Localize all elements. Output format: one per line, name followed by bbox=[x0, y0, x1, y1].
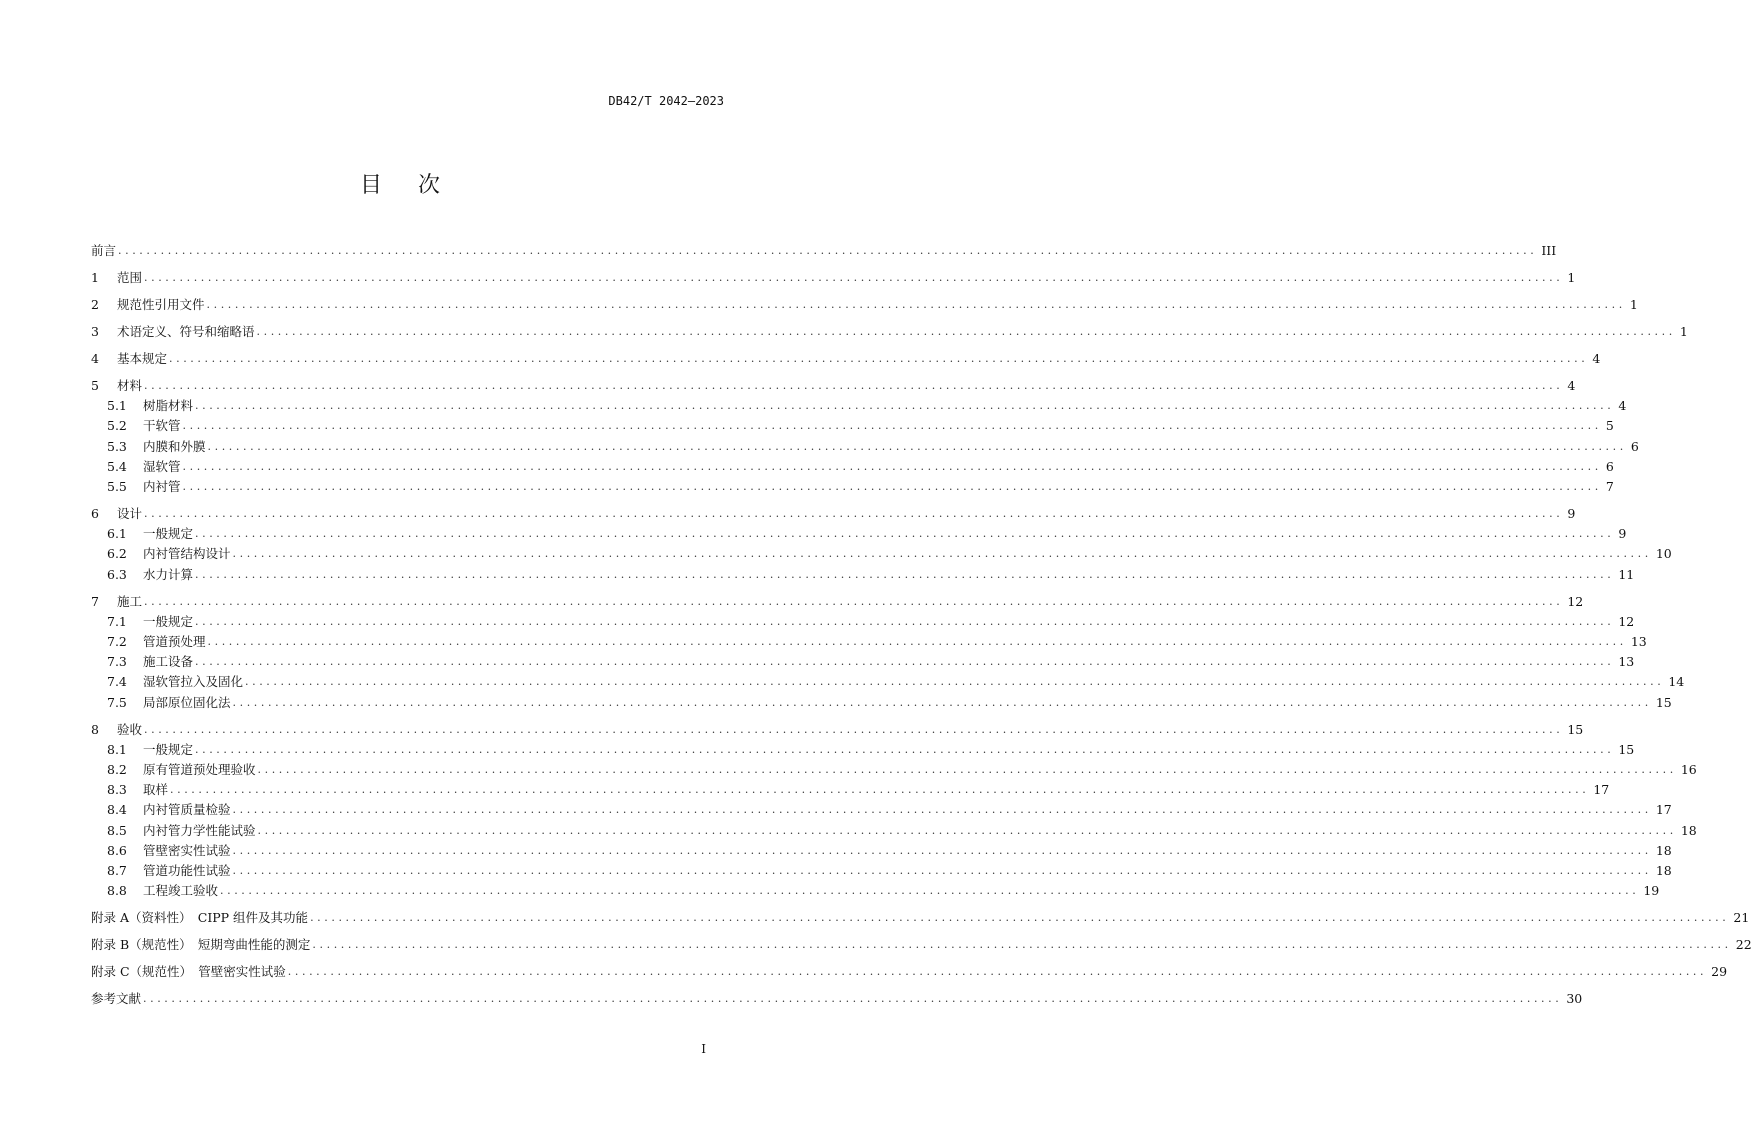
dot-leader: ........................................................................................................................................................................................................ bbox=[232, 843, 1652, 857]
toc-entry[interactable] bbox=[107, 653, 1635, 671]
toc-entry-page: 6 bbox=[1605, 458, 1614, 474]
toc-entry[interactable] bbox=[107, 882, 1660, 900]
toc-entry-number: 5.2 bbox=[107, 418, 127, 434]
toc-entry-page: 16 bbox=[1680, 762, 1697, 777]
dot-leader: ........................................................................................................................................................................................................ bbox=[310, 911, 1730, 925]
toc-entry-page: 29 bbox=[1711, 964, 1728, 980]
toc-entry-page: 21 bbox=[1733, 910, 1750, 926]
toc-entry-page: 1 bbox=[1629, 297, 1638, 312]
dot-leader: ........................................................................................................................................................................................................ bbox=[257, 823, 1677, 837]
dot-leader: ........................................................................................................................................................................................................ bbox=[207, 439, 1627, 453]
toc-entry-number: 3 bbox=[91, 324, 99, 339]
toc-entry-label: 工程竣工验收 bbox=[143, 883, 219, 899]
toc-entry-number: 6.1 bbox=[107, 526, 127, 542]
toc-entry-label: 施工设备 bbox=[143, 654, 194, 670]
toc-entry-page: 14 bbox=[1668, 674, 1685, 690]
toc-entry-label: 湿软管 bbox=[143, 458, 181, 474]
toc-entry-page: 13 bbox=[1618, 654, 1635, 670]
toc-entry-label: 局部原位固化法 bbox=[143, 694, 231, 710]
toc-entry[interactable] bbox=[91, 323, 1688, 341]
toc-entry-page: 15 bbox=[1655, 694, 1672, 710]
dot-leader: ........................................................................................................................................................................................................ bbox=[232, 864, 1652, 877]
toc-entry[interactable] bbox=[91, 909, 1750, 927]
toc-entry-label: 一般规定 bbox=[143, 526, 194, 542]
standard-code: DB42/T 2042—2023 bbox=[608, 94, 724, 108]
dot-leader: ........................................................................................................................................................................................................ bbox=[257, 763, 1677, 776]
page-number: I bbox=[701, 1042, 706, 1056]
dot-leader: ........................................................................................................................................................................................................ bbox=[144, 507, 1564, 520]
toc-entry[interactable] bbox=[91, 936, 1752, 954]
toc-entry-page: 4 bbox=[1592, 351, 1601, 366]
toc-entry-page: 9 bbox=[1618, 526, 1627, 542]
dot-leader: ........................................................................................................................................................................................................ bbox=[144, 594, 1564, 608]
toc-entry-number: 5.5 bbox=[107, 479, 127, 494]
toc-entry[interactable] bbox=[107, 673, 1685, 691]
toc-entry-page: 11 bbox=[1618, 566, 1635, 582]
toc-entry-label: 术语定义、符号和缩略语 bbox=[117, 324, 255, 339]
toc-entry-number: 8.1 bbox=[107, 741, 127, 757]
dot-leader: ........................................................................................................................................................................................................ bbox=[195, 567, 1615, 581]
toc-entry-page: III bbox=[1541, 243, 1557, 258]
toc-entry-label: 附录 A（资料性） CIPP 组件及其功能 bbox=[91, 910, 309, 926]
toc-entry-label: 基本规定 bbox=[117, 351, 168, 366]
toc-entry-number: 8.5 bbox=[107, 822, 127, 838]
toc-entry-number: 7.1 bbox=[107, 613, 127, 629]
toc-entry[interactable] bbox=[107, 438, 1639, 456]
toc-entry-number: 7.5 bbox=[107, 694, 127, 710]
dot-leader: ........................................................................................................................................................................................................ bbox=[195, 527, 1615, 541]
toc-entry[interactable] bbox=[107, 525, 1627, 543]
dot-leader: ........................................................................................................................................................................................................ bbox=[195, 655, 1615, 669]
toc-entry[interactable] bbox=[107, 694, 1672, 712]
toc-entry[interactable] bbox=[107, 801, 1672, 819]
toc-entry-number: 7 bbox=[91, 593, 99, 609]
toc-entry-page: 6 bbox=[1630, 438, 1639, 454]
toc-entry-label: 管道预处理 bbox=[143, 634, 206, 649]
dot-leader: ........................................................................................................................................................................................................ bbox=[232, 695, 1652, 709]
dot-leader: ........................................................................................................................................................................................................ bbox=[245, 675, 1665, 689]
toc-entry-page: 12 bbox=[1618, 613, 1635, 629]
toc-entry-label: 树脂材料 bbox=[143, 398, 194, 414]
dot-leader: ........................................................................................................................................................................................................ bbox=[169, 352, 1589, 365]
toc-entry[interactable] bbox=[91, 990, 1583, 1008]
dot-leader: ........................................................................................................................................................................................................ bbox=[195, 399, 1615, 413]
toc-entry[interactable] bbox=[107, 781, 1610, 799]
toc-entry-number: 6 bbox=[91, 506, 99, 521]
toc-entry-page: 5 bbox=[1605, 418, 1614, 434]
toc-entry-page: 12 bbox=[1567, 593, 1584, 609]
toc-entry-page: 17 bbox=[1655, 802, 1672, 818]
toc-entry-page: 4 bbox=[1567, 378, 1576, 393]
toc-entry-number: 5.4 bbox=[107, 458, 127, 474]
dot-leader: ........................................................................................................................................................................................................ bbox=[195, 614, 1615, 628]
dot-leader: ........................................................................................................................................................................................................ bbox=[170, 783, 1590, 797]
toc-entry[interactable] bbox=[91, 350, 1601, 368]
toc-entry[interactable] bbox=[91, 593, 1584, 611]
toc-entry-number: 5.1 bbox=[107, 398, 127, 414]
toc-entry[interactable] bbox=[107, 822, 1697, 840]
toc-entry-number: 6.2 bbox=[107, 546, 127, 562]
toc-entry-number: 8.7 bbox=[107, 863, 127, 878]
dot-leader: ........................................................................................................................................................................................................ bbox=[182, 419, 1602, 433]
toc-entry-label: 内衬管力学性能试验 bbox=[143, 822, 256, 838]
toc-entry[interactable] bbox=[91, 721, 1584, 739]
toc-entry-label: 设计 bbox=[117, 506, 143, 521]
dot-leader: ........................................................................................................................................................................................................ bbox=[256, 325, 1676, 338]
toc-entry-label: 附录 B（规范性） 短期弯曲性能的测定 bbox=[91, 937, 311, 953]
toc-entry[interactable] bbox=[107, 417, 1614, 435]
dot-leader: ........................................................................................................................................................................................................ bbox=[144, 271, 1564, 284]
toc-entry-label: 规范性引用文件 bbox=[117, 297, 205, 312]
toc-entry-number: 8.6 bbox=[107, 842, 127, 858]
toc-entry-number: 8.3 bbox=[107, 782, 127, 798]
dot-leader: ........................................................................................................................................................................................................ bbox=[182, 459, 1602, 473]
toc-entry-label: 附录 C（规范性） 管壁密实性试验 bbox=[91, 964, 286, 980]
toc-entry-number: 8 bbox=[91, 721, 99, 737]
toc-entry-label: 管壁密实性试验 bbox=[143, 842, 231, 858]
toc-entry-label: 内膜和外膜 bbox=[143, 438, 206, 454]
toc-entry-label: 内衬管 bbox=[143, 479, 181, 494]
toc-entry[interactable] bbox=[91, 269, 1576, 287]
toc-entry-page: 10 bbox=[1655, 546, 1672, 562]
toc-entry-page: 4 bbox=[1618, 398, 1627, 414]
toc-entry-number: 7.4 bbox=[107, 674, 127, 690]
toc-entry-page: 22 bbox=[1735, 937, 1752, 953]
dot-leader: ........................................................................................................................................................................................................ bbox=[312, 938, 1732, 952]
toc-entry-label: 范围 bbox=[117, 270, 143, 285]
toc-entry-number: 5 bbox=[91, 378, 99, 393]
dot-leader: ........................................................................................................................................................................................................ bbox=[232, 547, 1652, 561]
toc-entry-page: 1 bbox=[1679, 324, 1688, 339]
toc-entry[interactable] bbox=[107, 633, 1647, 651]
dot-leader: ........................................................................................................................................................................................................ bbox=[143, 992, 1563, 1006]
toc-entry-page: 15 bbox=[1567, 721, 1584, 737]
toc-entry[interactable] bbox=[107, 545, 1672, 563]
toc-entry-page: 19 bbox=[1643, 883, 1660, 899]
toc-entry-label: 前言 bbox=[91, 243, 117, 258]
page-title: 目次 bbox=[359, 173, 476, 198]
toc-entry-label: 原有管道预处理验收 bbox=[143, 762, 256, 777]
toc-entry-label: 内衬管质量检验 bbox=[143, 802, 231, 818]
toc-entry-label: 取样 bbox=[143, 782, 169, 798]
toc-entry-label: 一般规定 bbox=[143, 741, 194, 757]
toc-entry-label: 干软管 bbox=[143, 418, 181, 434]
toc-entry[interactable] bbox=[107, 613, 1635, 631]
toc-entry-number: 5.3 bbox=[107, 438, 127, 454]
toc-entry-number: 8.8 bbox=[107, 883, 127, 899]
toc-entry[interactable] bbox=[91, 296, 1638, 314]
toc-entry-label: 验收 bbox=[117, 721, 143, 737]
toc-entry-number: 4 bbox=[91, 351, 99, 366]
toc-entry-page: 18 bbox=[1655, 842, 1672, 858]
toc-entry[interactable] bbox=[107, 478, 1614, 496]
toc-entry-page: 7 bbox=[1605, 479, 1614, 494]
toc-entry-page: 18 bbox=[1680, 822, 1697, 838]
toc-entry[interactable] bbox=[107, 458, 1614, 476]
dot-leader: ........................................................................................................................................................................................................ bbox=[232, 803, 1652, 817]
toc-entry-page: 17 bbox=[1593, 782, 1610, 798]
toc-entry[interactable] bbox=[91, 505, 1576, 523]
toc-entry[interactable] bbox=[91, 963, 1728, 981]
toc-entry-label: 一般规定 bbox=[143, 613, 194, 629]
toc-entry-page: 15 bbox=[1618, 741, 1635, 757]
toc-entry-number: 8.4 bbox=[107, 802, 127, 818]
toc-entry-label: 施工 bbox=[117, 593, 143, 609]
toc-entry[interactable] bbox=[107, 397, 1627, 415]
dot-leader: ........................................................................................................................................................................................................ bbox=[182, 480, 1602, 493]
toc-entry-label: 管道功能性试验 bbox=[143, 863, 231, 878]
dot-leader: ........................................................................................................................................................................................................ bbox=[144, 379, 1564, 392]
toc-entry-label: 参考文献 bbox=[91, 991, 142, 1007]
toc-entry-label: 水力计算 bbox=[143, 566, 194, 582]
toc-entry-page: 9 bbox=[1567, 506, 1576, 521]
toc-entry-number: 8.2 bbox=[107, 762, 127, 777]
dot-leader: ........................................................................................................................................................................................................ bbox=[195, 742, 1615, 756]
toc-entry[interactable] bbox=[91, 242, 1557, 260]
toc-entry-page: 13 bbox=[1630, 634, 1647, 649]
dot-leader: ........................................................................................................................................................................................................ bbox=[207, 635, 1627, 648]
toc-entry-number: 6.3 bbox=[107, 566, 127, 582]
toc-entry-page: 18 bbox=[1655, 863, 1672, 878]
toc-entry-number: 7.3 bbox=[107, 654, 127, 670]
toc-entry-label: 材料 bbox=[117, 378, 143, 393]
toc-entry-label: 湿软管拉入及固化 bbox=[143, 674, 244, 690]
toc-entry-page: 30 bbox=[1566, 991, 1583, 1007]
toc-entry[interactable] bbox=[107, 842, 1672, 860]
toc-entry[interactable] bbox=[107, 761, 1697, 779]
toc-entry-number: 1 bbox=[91, 270, 99, 285]
toc-entry-number: 7.2 bbox=[107, 634, 127, 649]
dot-leader: ........................................................................................................................................................................................................ bbox=[144, 722, 1564, 736]
toc-entry[interactable] bbox=[107, 862, 1672, 880]
dot-leader: ........................................................................................................................................................................................................ bbox=[206, 298, 1626, 311]
dot-leader: ........................................................................................................................................................................................................ bbox=[220, 884, 1640, 898]
toc-entry[interactable] bbox=[107, 741, 1635, 759]
toc-entry-label: 内衬管结构设计 bbox=[143, 546, 231, 562]
toc-entry-page: 1 bbox=[1567, 270, 1576, 285]
toc-entry-number: 2 bbox=[91, 297, 99, 312]
toc-entry[interactable] bbox=[107, 566, 1635, 584]
dot-leader: ........................................................................................................................................................................................................ bbox=[118, 244, 1538, 257]
toc-entry[interactable] bbox=[91, 377, 1576, 395]
dot-leader: ........................................................................................................................................................................................................ bbox=[287, 965, 1708, 979]
